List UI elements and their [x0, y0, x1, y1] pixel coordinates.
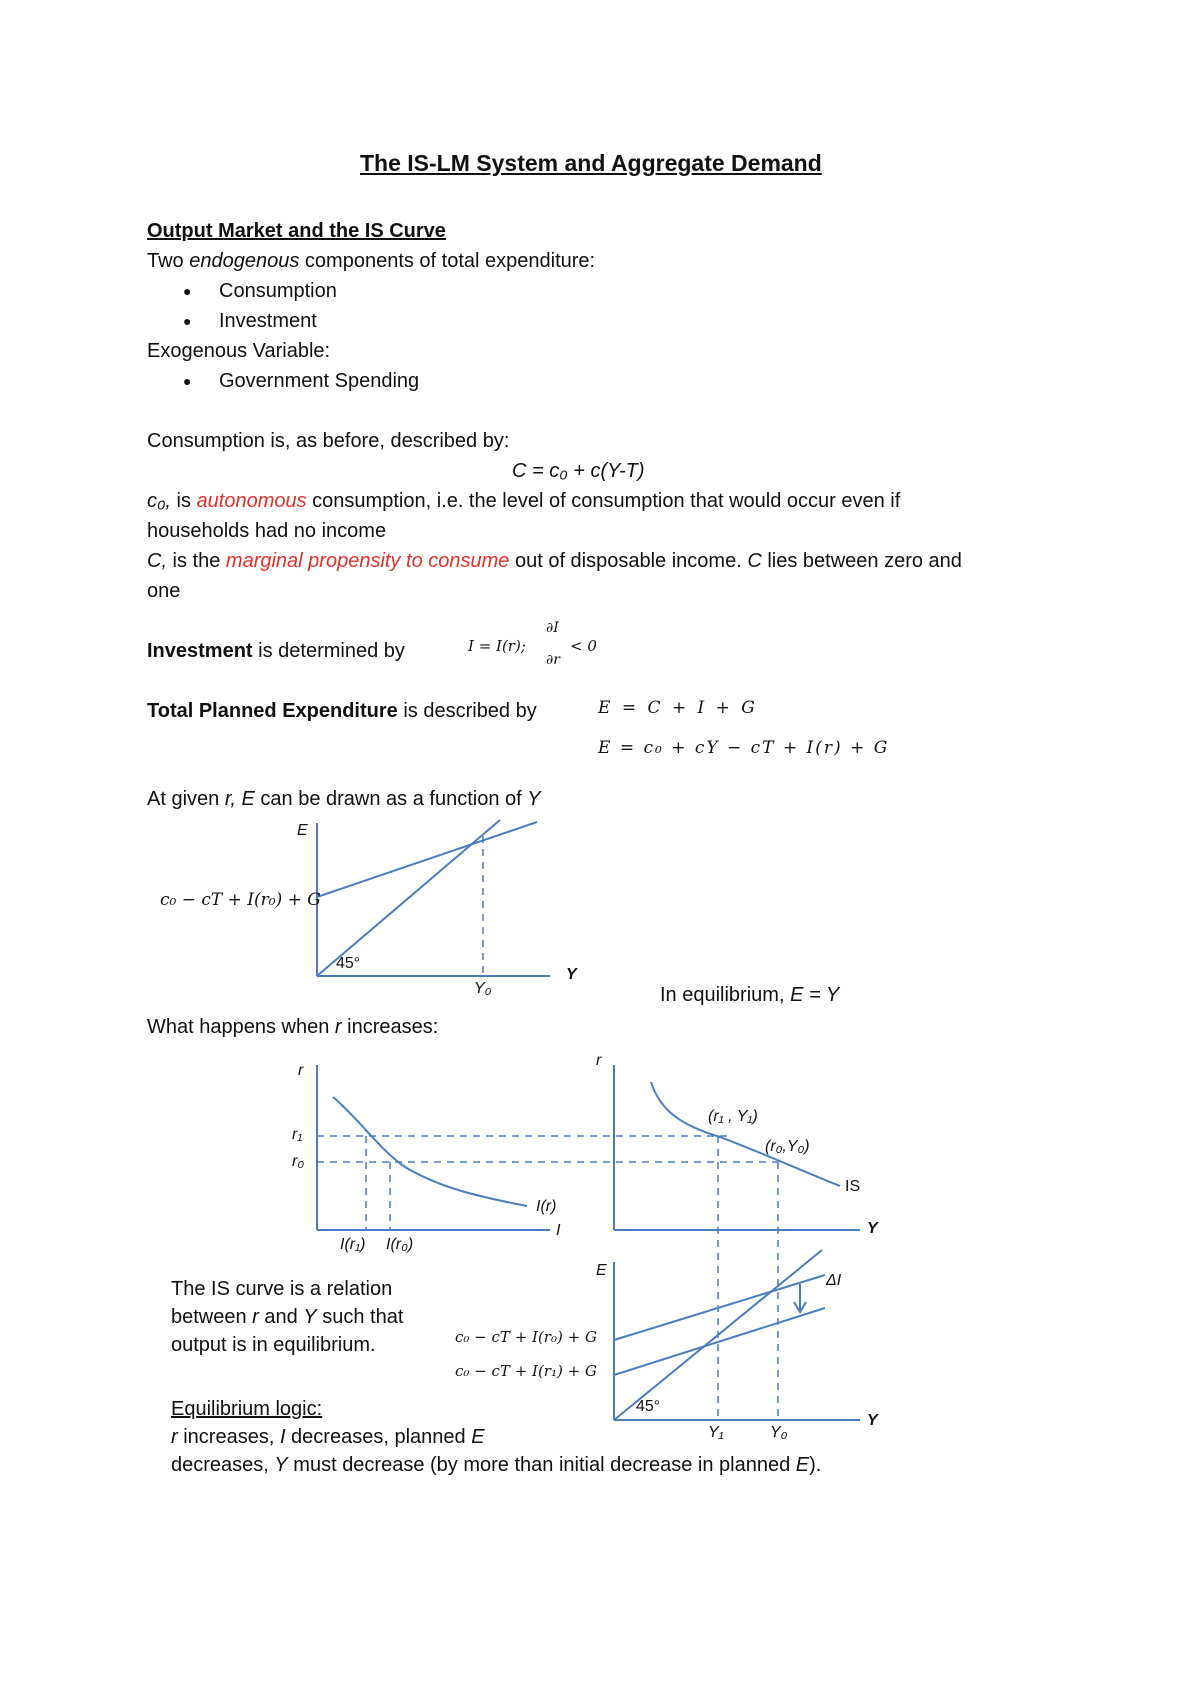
investment-formula-right: < 0: [570, 637, 597, 655]
investment-formula-num: ∂I: [546, 620, 559, 636]
graph4-45-label: 45°: [636, 1398, 661, 1415]
exogenous-label: Exogenous Variable:: [147, 340, 331, 362]
autonomous-term: autonomous: [196, 490, 307, 512]
graph3-is-curve: [651, 1082, 840, 1186]
graph1-caption-a: At given: [147, 788, 225, 810]
expenditure-eq2: E = c₀ + cY − cT + I(r) + G: [598, 738, 890, 758]
graph2-caption-r: r: [334, 1016, 342, 1038]
graph2-caption-b: increases:: [341, 1016, 439, 1038]
logic-l2-a: decreases,: [171, 1454, 275, 1476]
c0-is: is: [170, 490, 197, 512]
bullet-investment: ● Investment: [219, 308, 317, 334]
logic-l1-r: r: [171, 1426, 178, 1448]
bullet-government-spending: ● Government Spending: [219, 368, 419, 394]
graph3-r-label: r: [596, 1052, 602, 1069]
logic-l2-y: Y: [274, 1454, 288, 1476]
mpc-definition-cont: one: [147, 580, 181, 602]
logic-l2-b: must decrease (by more than initial decrease in planned: [287, 1454, 796, 1476]
is-note-line2-b: and: [258, 1306, 304, 1328]
graph4-y1-label: Y₁: [708, 1424, 724, 1441]
graph1-e-label: E: [297, 822, 308, 839]
is-note-line2-y: Y: [303, 1306, 317, 1328]
graph2-curve-label: I(r): [536, 1198, 557, 1215]
logic-line1: [171, 1424, 485, 1450]
expenditure-eq1: E = C + I + G: [598, 698, 758, 718]
graph2-r1-label: r₁: [292, 1126, 303, 1143]
graph2-ir1-label: I(r₁): [340, 1236, 366, 1253]
graph2-i-label: I: [556, 1222, 561, 1239]
graph4-y-label: Y: [867, 1412, 878, 1429]
c0-symbol: c₀,: [147, 490, 171, 512]
intro-em: endogenous: [189, 250, 300, 272]
expenditure-rest: is described by: [397, 700, 537, 722]
graph4-y0-label: Y₀: [770, 1424, 788, 1441]
graph2-caption: [147, 1014, 438, 1040]
is-note-line2-a: between: [171, 1306, 253, 1328]
investment-formula-left: I = I(r);: [468, 637, 526, 655]
mpc-term: marginal propensity to consume: [225, 550, 510, 572]
is-note-line3: output is in equilibrium.: [171, 1334, 376, 1356]
logic-l1-a: increases,: [177, 1426, 280, 1448]
logic-heading: Equilibrium logic:: [171, 1398, 323, 1420]
logic-l2-e: E: [795, 1454, 810, 1476]
graph1-y-label: Y: [566, 966, 577, 983]
bullet-consumption: ● Consumption: [219, 278, 337, 304]
graph4: [614, 1250, 860, 1420]
equilibrium-note: [660, 982, 839, 1008]
graph4-delta-label: ΔI: [826, 1272, 842, 1289]
logic-l1-i: I: [279, 1426, 286, 1448]
graph3-is-label: IS: [845, 1178, 861, 1195]
graph4-45-line: [614, 1250, 822, 1420]
logic-l1-e: E: [471, 1426, 485, 1448]
logic-line2: [171, 1452, 821, 1478]
graph4-line-r0-label: c₀ − cT + I(r₀) + G: [455, 1328, 597, 1346]
investment-bold: Investment: [147, 640, 253, 662]
expenditure-bold: Total Planned Expenditure: [147, 700, 398, 722]
investment-formula-den: ∂r: [546, 652, 560, 668]
graph2-caption-a: What happens when: [147, 1016, 335, 1038]
graph1-caption-e: E: [241, 788, 255, 810]
mpc-is: is the: [167, 550, 226, 572]
mpc-rest-b: lies between zero and: [761, 550, 962, 572]
graph4-line-r1: [614, 1308, 825, 1375]
section-heading: Output Market and the IS Curve: [147, 220, 446, 242]
logic-l2-c: ).: [809, 1454, 822, 1476]
intro-pre: Two: [147, 250, 190, 272]
graph2-investment-curve: [333, 1097, 527, 1206]
logic-l1-b: decreases, planned: [285, 1426, 472, 1448]
graph1-caption-c: can be drawn as a function of: [254, 788, 528, 810]
investment-rest: is determined by: [252, 640, 405, 662]
page-title: The IS-LM System and Aggregate Demand: [360, 150, 822, 176]
graph1-caption-y: Y: [527, 788, 541, 810]
mpc-rest: out of disposable income.: [509, 550, 748, 572]
consumption-line: Consumption is, as before, described by:: [147, 430, 510, 452]
c0-rest: consumption, i.e. the level of consumption that would occur even if: [306, 490, 901, 512]
is-note-line2: [171, 1304, 403, 1330]
is-note-line2-r: r: [252, 1306, 259, 1328]
graph3-point0-label: (r₀,Y₀): [765, 1138, 810, 1155]
graph4-line-r0: [614, 1275, 825, 1340]
graph2-r-label: r: [298, 1062, 304, 1079]
intro-post: components of total expenditure:: [299, 250, 596, 272]
graph1-45-line: [317, 820, 500, 976]
c0-definition-cont: households had no income: [147, 520, 387, 542]
mpc-symbol: C,: [147, 550, 167, 572]
equilibrium-note-a: In equilibrium,: [660, 984, 791, 1006]
graph2-r0-label: r₀: [292, 1153, 305, 1170]
graph1-caption-r: r,: [224, 788, 236, 810]
equilibrium-note-b: E = Y: [790, 984, 840, 1006]
graph1-expenditure-line: [317, 822, 537, 897]
graph4-line-r1-label: c₀ − cT + I(r₁) + G: [455, 1362, 597, 1380]
graph1-y0-label: Y₀: [474, 980, 492, 997]
is-note-line1: The IS curve is a relation: [171, 1278, 393, 1300]
is-note-line2-c: such that: [316, 1306, 404, 1328]
graph3-y-label: Y: [867, 1220, 878, 1237]
graph2-ir0-label: I(r₀): [386, 1236, 414, 1253]
graph4-e-label: E: [596, 1262, 607, 1279]
graph1: [317, 820, 550, 976]
graph3-point1-label: (r₁ , Y₁): [708, 1108, 758, 1125]
consumption-equation: C = c₀ + c(Y-T): [512, 460, 645, 482]
mpc-c: C: [747, 550, 762, 572]
graph1-45-label: 45°: [336, 955, 361, 972]
graph1-intercept-label: c₀ − cT + I(r₀) + G: [160, 890, 321, 910]
